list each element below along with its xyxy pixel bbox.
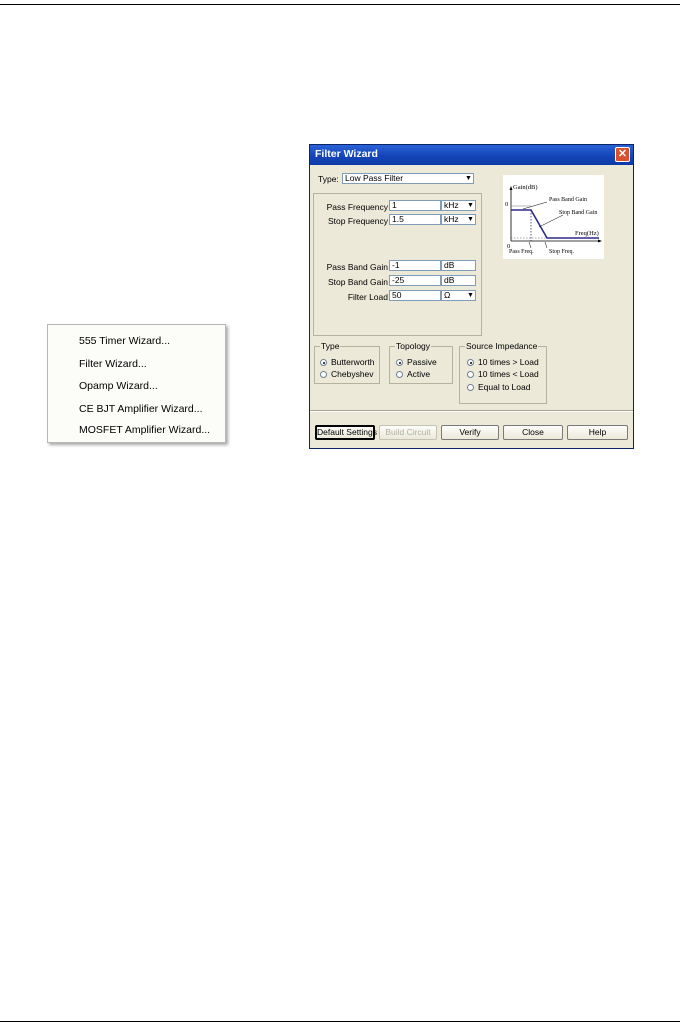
pass-frequency-unit-select[interactable] (441, 200, 476, 211)
chevron-down-icon: ▼ (467, 202, 474, 209)
type-group-title: Type (321, 341, 340, 351)
topology-group-title: Topology (396, 341, 431, 351)
stop-freq-annotation: Stop Freq. (549, 249, 575, 255)
stop-gain-pointer (539, 215, 563, 227)
pass-band-gain-input[interactable]: -1 (389, 260, 441, 271)
default-settings-button[interactable]: Default Settings (315, 425, 375, 440)
equal-to-load-label: Equal to Load (478, 382, 531, 392)
pass-frequency-input[interactable]: 1 (389, 200, 441, 211)
stop-frequency-unit: kHz (444, 214, 459, 224)
stop-band-gain-input[interactable]: -25 (389, 275, 441, 286)
filter-wizard-dialog (309, 144, 634, 449)
stop-band-gain-label: Stop Band Gain (327, 277, 388, 287)
butterworth-label: Butterworth (331, 357, 375, 367)
pass-freq-pointer (529, 242, 531, 248)
menu-item-ce-bjt-amplifier-wizard[interactable]: CE BJT Amplifier Wizard... (79, 403, 203, 415)
pass-band-gain-unit: dB (441, 260, 476, 271)
ten-times-less-label: 10 times < Load (478, 369, 539, 379)
pass-frequency-unit: kHz (444, 200, 459, 210)
filter-load-input[interactable]: 50 (389, 290, 441, 301)
build-circuit-button[interactable]: Build Circuit (379, 425, 437, 440)
chevron-down-icon: ▼ (465, 175, 472, 182)
source-impedance-group-title: Source Impedance (466, 341, 538, 351)
active-radio[interactable] (396, 371, 403, 378)
wizard-context-menu (47, 324, 226, 443)
menu-item-555-timer-wizard[interactable]: 555 Timer Wizard... (79, 335, 171, 347)
stop-frequency-label: Stop Frequency (327, 216, 388, 226)
butterworth-radio[interactable] (320, 359, 327, 366)
gain-axis-label: Gain(dB) (513, 184, 538, 191)
passive-radio[interactable] (396, 359, 403, 366)
pass-band-gain-annotation: Pass Band Gain (549, 197, 587, 203)
pass-frequency-label: Pass Frequency (326, 202, 388, 212)
passive-label: Passive (407, 357, 437, 367)
stop-band-gain-unit: dB (441, 275, 476, 286)
filter-type-value: Low Pass Filter (345, 173, 404, 183)
chebyshev-radio[interactable] (320, 371, 327, 378)
dialog-title: Filter Wizard (315, 148, 378, 160)
stop-frequency-input[interactable]: 1.5 (389, 214, 441, 225)
pass-gain-pointer (523, 202, 547, 209)
bottom-rule (0, 1021, 680, 1022)
menu-item-filter-wizard[interactable]: Filter Wizard... (79, 358, 147, 370)
chevron-down-icon: ▼ (467, 292, 474, 299)
freq-axis-label: Freq(Hz) (575, 230, 599, 237)
verify-button[interactable]: Verify (441, 425, 499, 440)
filter-load-unit: Ω (444, 290, 451, 300)
menu-item-opamp-wizard[interactable]: Opamp Wizard... (79, 380, 158, 392)
stop-frequency-unit-select[interactable] (441, 214, 476, 225)
zero-x-label: 0 (507, 243, 511, 250)
chevron-down-icon: ▼ (467, 216, 474, 223)
filter-response-diagram (503, 175, 604, 259)
filter-type-select[interactable] (342, 173, 474, 184)
title-bar[interactable] (310, 145, 633, 165)
close-button[interactable]: Close (503, 425, 563, 440)
help-button[interactable]: Help (567, 425, 628, 440)
pass-band-gain-label: Pass Band Gain (326, 262, 388, 272)
stop-band-gain-annotation: Stop Band Gain (559, 210, 598, 216)
filter-load-label: Filter Load (347, 292, 388, 302)
equal-to-load-radio[interactable] (467, 384, 474, 391)
close-icon[interactable]: ✕ (615, 147, 630, 162)
ten-times-less-radio[interactable] (467, 371, 474, 378)
stop-freq-pointer (545, 242, 547, 248)
x-axis-arrow (598, 240, 602, 243)
menu-item-mosfet-amplifier-wizard[interactable]: MOSFET Amplifier Wizard... (79, 424, 211, 436)
pass-freq-annotation: Pass Freq. (509, 249, 534, 255)
button-separator (310, 410, 633, 412)
ten-times-greater-label: 10 times > Load (478, 357, 539, 367)
type-label: Type: (318, 174, 339, 184)
ten-times-greater-radio[interactable] (467, 359, 474, 366)
chebyshev-label: Chebyshev (331, 369, 374, 379)
zero-y-label: 0 (505, 201, 509, 208)
top-rule (0, 4, 680, 5)
filter-load-unit-select[interactable] (441, 290, 476, 301)
active-label: Active (407, 369, 431, 379)
